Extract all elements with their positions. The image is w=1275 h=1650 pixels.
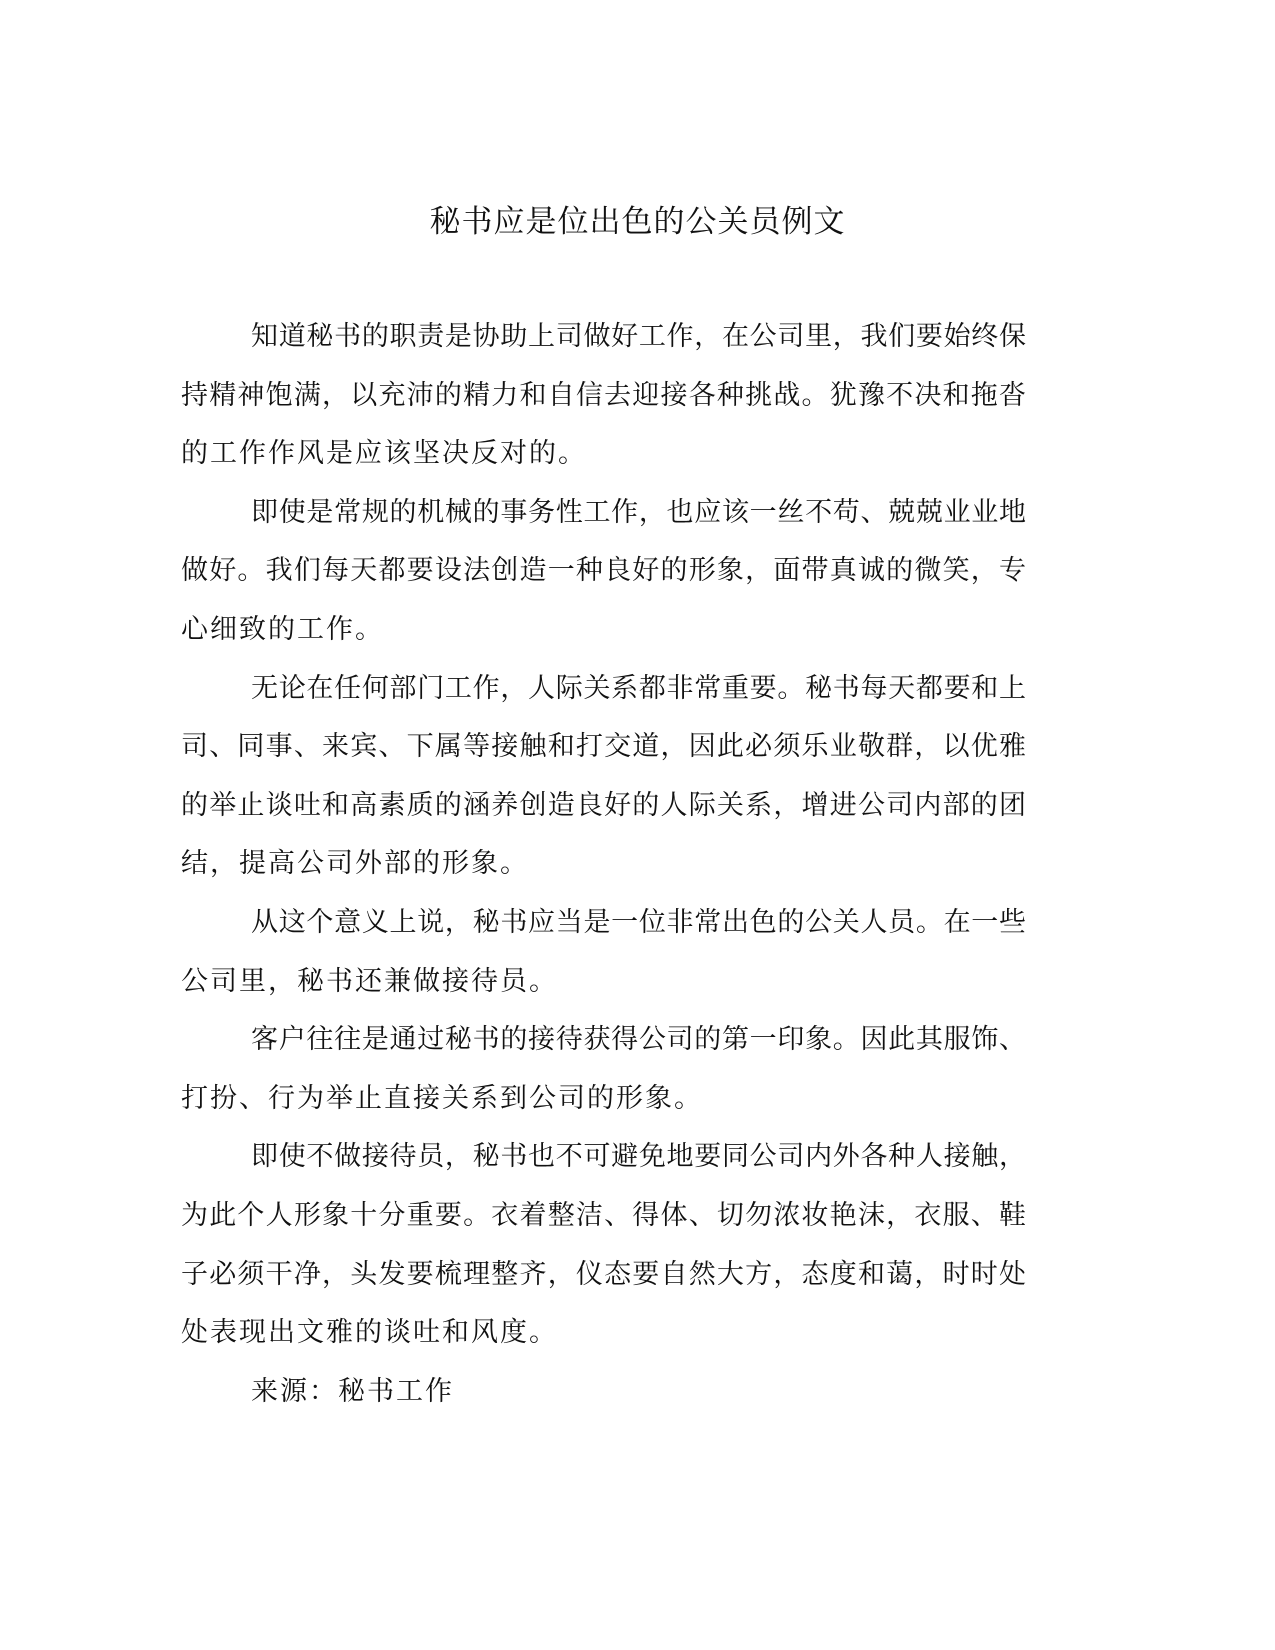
text-line: 的举止谈吐和高素质的涵养创造良好的人际关系，增进公司内部的团 <box>181 789 1026 821</box>
text-line: 处表现出文雅的谈吐和风度。 <box>181 1317 558 1349</box>
paragraph <box>181 484 1026 660</box>
text-line: 为此个人形象十分重要。衣着整洁、得体、切勿浓妆艳沫，衣服、鞋 <box>181 1199 1026 1231</box>
text-line: 子必须干净，头发要梳理整齐，仪态要自然大方，态度和蔼，时时处 <box>181 1258 1026 1290</box>
text-line: 客户往往是通过秘书的接待获得公司的第一印象。因此其服饰、 <box>251 1024 1026 1056</box>
text-line: 从这个意义上说，秘书应当是一位非常出色的公关人员。在一些 <box>251 906 1026 938</box>
paragraph <box>181 660 1026 894</box>
text-line: 知道秘书的职责是协助上司做好工作，在公司里，我们要始终保 <box>251 321 1026 352</box>
paragraph <box>181 1128 1026 1362</box>
text-line: 结，提高公司外部的形象。 <box>181 848 529 880</box>
text-line: 即使是常规的机械的事务性工作，也应该一丝不苟、兢兢业业地 <box>251 496 1026 528</box>
text-line: 即使不做接待员，秘书也不可避免地要同公司内外各种人接触， <box>251 1141 1026 1173</box>
text-line: 做好。我们每天都要设法创造一种良好的形象，面带真诚的微笑，专 <box>181 555 1026 587</box>
paragraph <box>181 1011 1026 1128</box>
text-line: 司、同事、来宾、下属等接触和打交道，因此必须乐业敬群，以优雅 <box>181 731 1026 763</box>
source-line: 来源：秘书工作 <box>251 1375 454 1407</box>
source-paragraph <box>181 1363 1026 1422</box>
text-line: 心细致的工作。 <box>181 613 384 645</box>
text-line: 公司里，秘书还兼做接待员。 <box>181 965 558 997</box>
paragraph <box>181 894 1026 1011</box>
paragraph <box>181 308 1026 484</box>
text-line: 打扮、行为举止直接关系到公司的形象。 <box>181 1082 703 1114</box>
document-title: 秘书应是位出色的公关员例文 <box>429 204 846 240</box>
text-line: 无论在任何部门工作，人际关系都非常重要。秘书每天都要和上 <box>251 672 1026 704</box>
text-line: 持精神饱满，以充沛的精力和自信去迎接各种挑战。犹豫不决和拖沓 <box>181 379 1026 411</box>
text-line: 的工作作风是应该坚决反对的。 <box>181 438 587 470</box>
document-body <box>181 308 1026 1421</box>
